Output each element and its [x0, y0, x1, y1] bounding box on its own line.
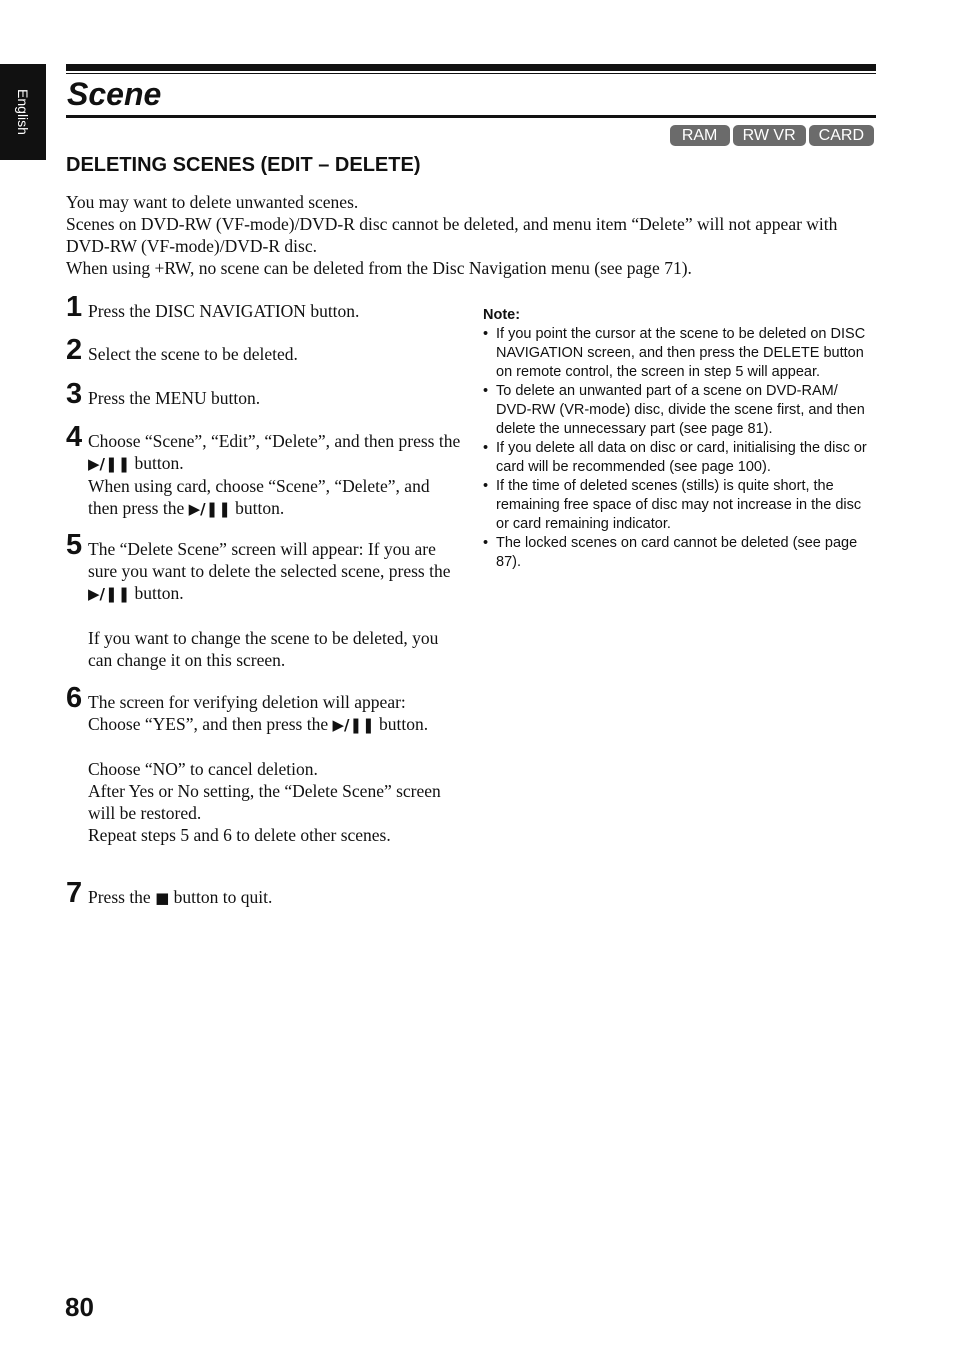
step-5 — [66, 529, 461, 671]
play-pause-icon: ▶/❚❚ — [188, 500, 231, 518]
media-badges — [670, 125, 874, 146]
note-box — [483, 305, 875, 572]
badge-card: CARD — [809, 125, 874, 146]
step-text: If you want to change the scene to be deleted, you can change it on this screen. — [88, 628, 439, 670]
step-6 — [66, 682, 461, 846]
step-3 — [66, 378, 461, 409]
step-text: The screen for verifying deletion will appear: Choose “YES”, and then press the ▶/❚❚ button. — [88, 692, 429, 734]
intro-line: Scenes on DVD-RW (VF-mode)/DVD-R disc cannot be deleted, and menu item “Delete” will not appear with DVD-RW (VF-mode)/DVD-R disc. — [66, 214, 838, 256]
step-text: Choose “NO” to cancel deletion. — [88, 759, 318, 779]
step-text: After Yes or No setting, the “Delete Scene” screen will be restored. — [88, 781, 441, 823]
section-title: Scene — [67, 76, 162, 112]
step-text: The “Delete Scene” screen will appear: If you are sure you want to delete the selected scene, press the ▶/❚❚ button. — [88, 539, 451, 603]
note-list — [483, 325, 875, 572]
step-1 — [66, 291, 461, 322]
header-rule-thick — [66, 64, 876, 71]
step-2 — [66, 334, 461, 365]
header-rule-thin — [66, 73, 876, 74]
language-tab — [0, 64, 46, 160]
step-text: Choose “Scene”, “Edit”, “Delete”, and then press the ▶/❚❚ button. — [88, 431, 461, 473]
header-rule-bottom — [66, 115, 876, 118]
step-number: 3 — [66, 378, 83, 410]
play-pause-icon: ▶/❚❚ — [88, 585, 131, 603]
step-number: 6 — [66, 682, 83, 714]
step-text: Select the scene to be deleted. — [88, 344, 298, 364]
intro-line: You may want to delete unwanted scenes. — [66, 192, 359, 212]
step-number: 4 — [66, 421, 83, 453]
step-number: 5 — [66, 529, 83, 561]
note-item: • To delete an unwanted part of a scene on DVD-RAM/ DVD-RW (VR-mode) disc, divide the scene first, and then delete the unnecessary part (see page 81). — [483, 382, 875, 439]
step-number: 7 — [66, 877, 83, 909]
play-pause-icon: ▶/❚❚ — [88, 455, 131, 473]
step-7 — [66, 877, 461, 909]
step-text: Press the MENU button. — [88, 388, 261, 408]
step-4 — [66, 421, 461, 520]
language-tab-label: English — [15, 89, 31, 135]
step-text: Repeat steps 5 and 6 to delete other scenes. — [88, 825, 391, 845]
step-text: Press the DISC NAVIGATION button. — [88, 301, 360, 321]
step-text: When using card, choose “Scene”, “Delete”, and then press the ▶/❚❚ button. — [88, 476, 430, 518]
note-item: • If the time of deleted scenes (stills) is quite short, the remaining free space of disc may not increase in the disc or card remaining indicator. — [483, 477, 875, 534]
subheading: DELETING SCENES (EDIT – DELETE) — [66, 154, 421, 176]
badge-rw-vr: RW VR — [733, 125, 806, 146]
note-item: • If you point the cursor at the scene to be deleted on DISC NAVIGATION screen, and then press the DELETE button on remote control, the screen in step 5 will appear. — [483, 325, 875, 382]
intro-text — [66, 191, 866, 279]
note-item: • The locked scenes on card cannot be deleted (see page 87). — [483, 534, 875, 572]
note-title: Note: — [483, 307, 521, 323]
note-item: • If you delete all data on disc or card, initialising the disc or card will be recommended (see page 100). — [483, 439, 875, 477]
stop-icon: ■ — [155, 889, 170, 907]
page-number: 80 — [65, 1292, 94, 1322]
step-number: 2 — [66, 334, 83, 366]
step-number: 1 — [66, 291, 83, 323]
intro-line: When using +RW, no scene can be deleted from the Disc Navigation menu (see page 71). — [66, 258, 692, 278]
step-text: Press the ■ button to quit. — [88, 887, 273, 907]
play-pause-icon: ▶/❚❚ — [332, 716, 375, 734]
badge-ram: RAM — [670, 125, 730, 146]
